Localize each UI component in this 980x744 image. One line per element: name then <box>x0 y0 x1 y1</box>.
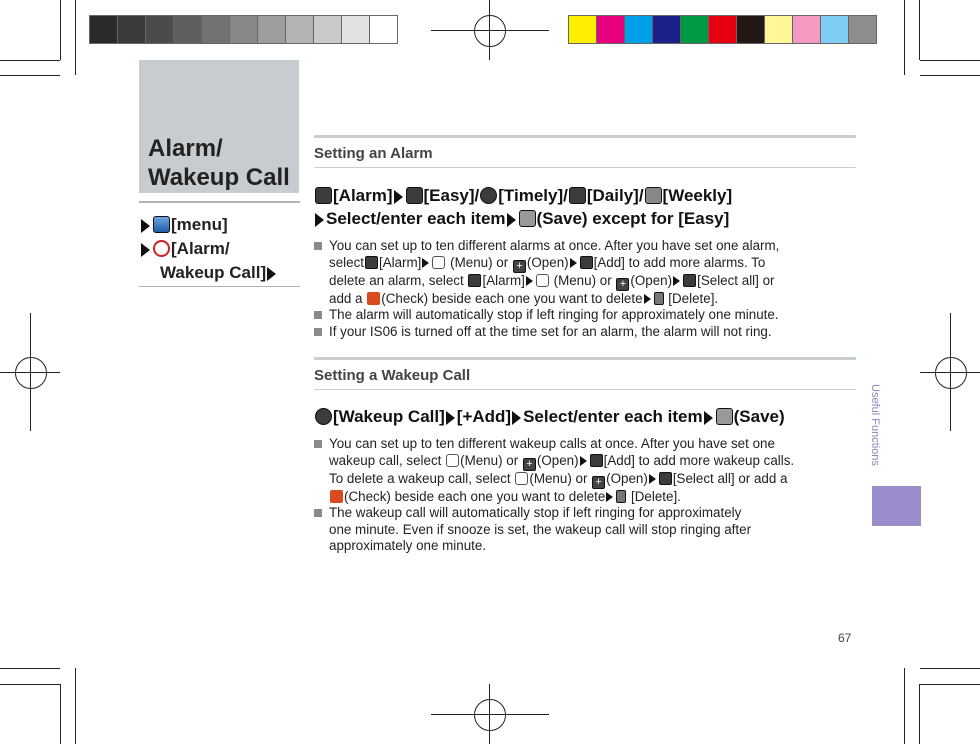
color-swatch <box>145 15 174 44</box>
add-icon <box>580 256 593 269</box>
arrow-icon <box>526 276 533 286</box>
arrow-icon <box>141 243 150 257</box>
color-swatch <box>680 15 709 44</box>
list-item: You can set up to ten different wakeup calls at once. After you have set one wakeup call, select (Menu) or + (Open) [Add] to add more wakeup calls. To delete a wakeup call, select (Menu) or + (Open) [Select all] or add a (Check) beside each one you want to delete [Delete]. <box>314 436 859 505</box>
arrow-icon <box>267 267 276 281</box>
color-swatch <box>596 15 625 44</box>
save-icon <box>716 408 733 425</box>
trash-icon <box>616 490 626 503</box>
trash-icon <box>654 292 664 305</box>
grayscale-bar <box>90 15 398 44</box>
daily-icon <box>569 187 586 204</box>
section-tab-marker <box>872 486 921 526</box>
color-swatch <box>257 15 286 44</box>
color-swatch <box>624 15 653 44</box>
open-icon: + <box>513 260 526 273</box>
page-title: Alarm/ Wakeup Call <box>148 135 290 191</box>
wakeup-procedure: [Wakeup Call] [+Add] Select/enter each item (Save) <box>314 405 859 428</box>
easy-icon <box>406 187 423 204</box>
nav-alarm-label-cont: Wakeup Call] <box>160 263 267 282</box>
color-swatch <box>341 15 370 44</box>
color-swatch <box>369 15 398 44</box>
arrow-icon <box>606 492 613 502</box>
nav-menu-label: [menu] <box>171 215 228 234</box>
home-icon <box>153 216 170 233</box>
color-swatch <box>764 15 793 44</box>
list-item: If your IS06 is turned off at the time set for an alarm, the alarm will not ring. <box>314 324 859 341</box>
section-rule <box>314 357 856 360</box>
check-icon <box>330 490 343 503</box>
arrow-icon <box>644 294 651 304</box>
alarm-icon <box>468 274 481 287</box>
color-swatch <box>708 15 737 44</box>
select-all-icon <box>683 274 696 287</box>
select-all-icon <box>659 472 672 485</box>
section-rule <box>314 167 856 168</box>
color-swatch <box>89 15 118 44</box>
color-swatch <box>736 15 765 44</box>
color-swatch <box>820 15 849 44</box>
list-item: The wakeup call will automatically stop if left ringing for approximately one minute. Even if snooze is set, the wakeup call will stop ringing after approximately one minute. <box>314 505 859 555</box>
menu-key-icon <box>432 256 445 269</box>
arrow-icon <box>512 411 521 425</box>
sidebar-nav-path <box>140 213 300 285</box>
arrow-icon <box>673 276 680 286</box>
open-icon: + <box>523 458 536 471</box>
arrow-icon <box>704 411 713 425</box>
arrow-icon <box>507 213 516 227</box>
sidebar-title-block <box>139 60 299 193</box>
section-rule <box>314 389 856 390</box>
color-swatch <box>285 15 314 44</box>
menu-key-icon <box>446 454 459 467</box>
section-rule <box>314 135 856 138</box>
color-swatch <box>652 15 681 44</box>
menu-key-icon <box>536 274 549 287</box>
open-icon: + <box>592 476 605 489</box>
weekly-icon <box>645 187 662 204</box>
color-swatch <box>201 15 230 44</box>
color-swatch <box>173 15 202 44</box>
color-swatch <box>792 15 821 44</box>
save-icon <box>519 210 536 227</box>
add-icon <box>590 454 603 467</box>
list-item: You can set up to ten different alarms at once. After you have set one alarm, select [Alarm] (Menu) or + (Open) [Add] to add more alarms. To delete an alarm, select [Alarm] (Menu) or + (Open) [Select all] or add a (Check) beside each one you want to delete [Delete]. <box>314 238 859 307</box>
arrow-icon <box>580 456 587 466</box>
check-icon <box>367 292 380 305</box>
nav-alarm-label: [Alarm/ <box>171 239 230 258</box>
alarm-clock-icon <box>153 240 170 257</box>
color-swatch <box>848 15 877 44</box>
alarm-notes <box>314 238 859 340</box>
wakeup-notes <box>314 436 859 555</box>
color-swatch <box>117 15 146 44</box>
section-side-label: Useful Functions <box>869 384 881 466</box>
color-swatch <box>229 15 258 44</box>
wakeup-call-icon <box>315 408 332 425</box>
alarm-icon <box>365 256 378 269</box>
open-icon: + <box>616 278 629 291</box>
sidebar-divider <box>139 201 300 203</box>
section-heading-alarm: Setting an Alarm <box>314 145 433 162</box>
arrow-icon <box>649 474 656 484</box>
section-heading-wakeup: Setting a Wakeup Call <box>314 367 471 384</box>
timely-icon <box>480 187 497 204</box>
page-number: 67 <box>838 631 852 645</box>
arrow-icon <box>446 411 455 425</box>
process-color-bar <box>569 15 877 44</box>
sidebar-divider <box>139 286 300 287</box>
arrow-icon <box>422 258 429 268</box>
alarm-procedure: [Alarm] [Easy]/ [Timely]/ [Daily]/ [Weekly] Select/enter each item (Save) except for [Easy] <box>314 184 859 230</box>
color-swatch <box>568 15 597 44</box>
menu-key-icon <box>515 472 528 485</box>
arrow-icon <box>315 213 324 227</box>
alarm-icon <box>315 187 332 204</box>
color-swatch <box>313 15 342 44</box>
arrow-icon <box>570 258 577 268</box>
arrow-icon <box>141 219 150 233</box>
arrow-icon <box>394 190 403 204</box>
list-item: The alarm will automatically stop if left ringing for approximately one minute. <box>314 307 859 324</box>
